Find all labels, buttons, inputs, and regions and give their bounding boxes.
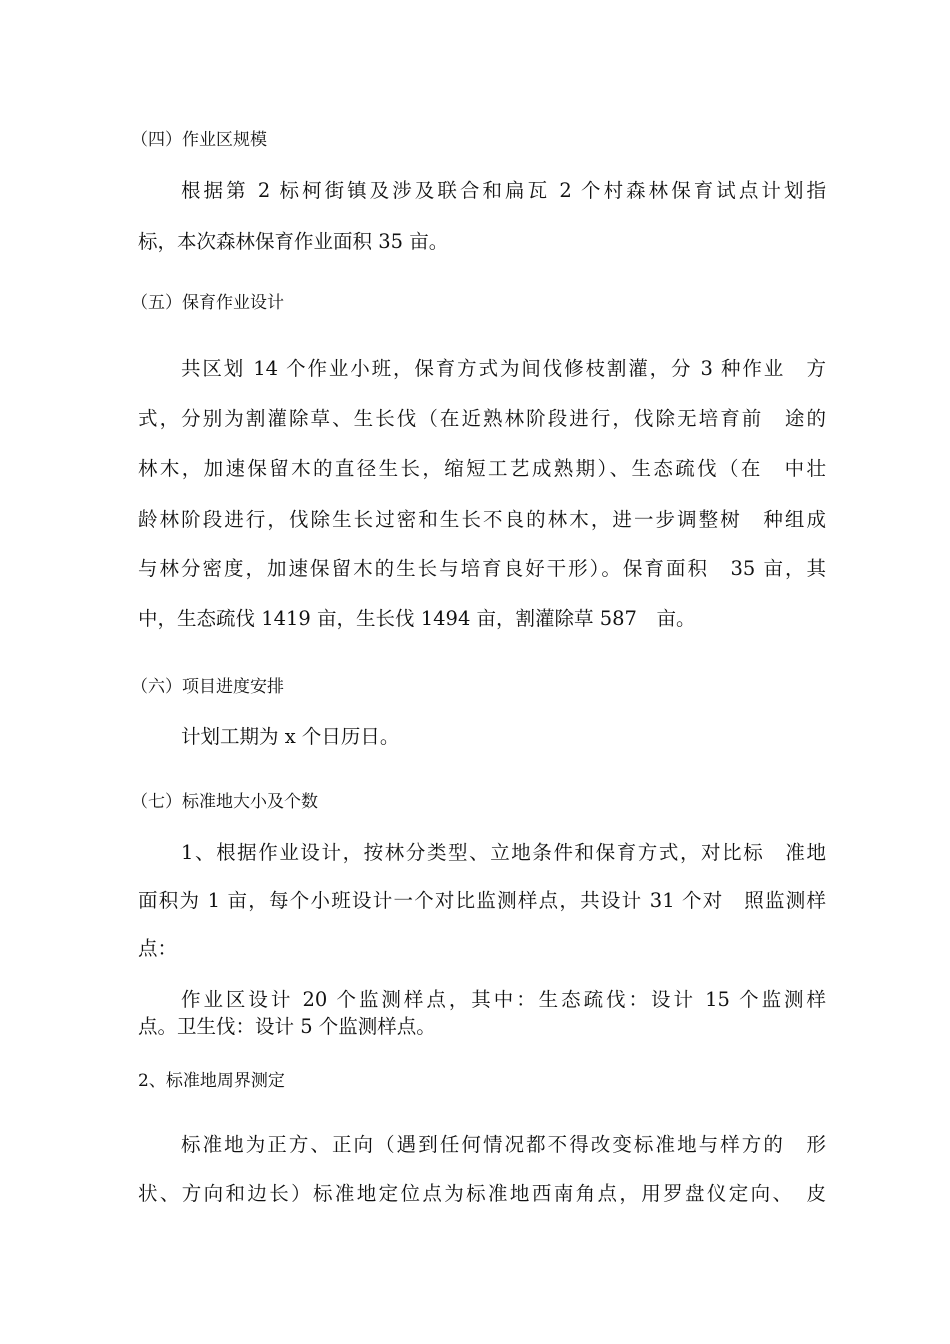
paragraph-line: 标，本次森林保育作业面积 35 亩。 (138, 230, 449, 253)
section-heading-8: 2、标准地周界测定 (138, 1071, 285, 1091)
paragraph-line: 中，生态疏伐 1419 亩，生长伐 1494 亩，割灌除草 587 亩。 (138, 607, 696, 630)
paragraph-line: 状、方向和边长）标准地定位点为标准地西南角点，用罗盘仪定向、 皮 (138, 1182, 826, 1205)
paragraph-line: 点： (138, 937, 178, 960)
section-heading-5: （五）保育作业设计 (131, 293, 284, 313)
paragraph-line: 计划工期为 x 个日历日。 (181, 725, 400, 748)
paragraph-line: 与林分密度，加速保留木的生长与培育良好干形）。保育面积 35 亩，其 (138, 557, 826, 580)
paragraph-line: 1、根据作业设计，按林分类型、立地条件和保育方式，对比标 准地 (181, 841, 826, 864)
paragraph-line: 式，分别为割灌除草、生长伐（在近熟林阶段进行，伐除无培育前 途的 (138, 407, 826, 430)
section-heading-6: （六）项目进度安排 (131, 677, 284, 697)
section-heading-4: （四）作业区规模 (131, 130, 267, 150)
paragraph-line: 标准地为正方、正向（遇到任何情况都不得改变标准地与样方的 形 (181, 1133, 826, 1156)
paragraph-line: 共区划 14 个作业小班，保育方式为间伐修枝割灌，分 3 种作业 方 (181, 357, 826, 380)
paragraph-line: 龄林阶段进行，伐除生长过密和生长不良的林木，进一步调整树 种组成 (138, 508, 826, 531)
paragraph-line: 作业区设计 20 个监测样点，其中：生态疏伐：设计 15 个监测样 (181, 988, 826, 1011)
paragraph-line: 点。卫生伐：设计 5 个监测样点。 (138, 1015, 436, 1038)
paragraph-line: 林木，加速保留木的直径生长，缩短工艺成熟期）、生态疏伐（在 中壮 (138, 457, 826, 480)
section-heading-7: （七）标准地大小及个数 (131, 792, 318, 812)
paragraph-line: 根据第 2 标柯街镇及涉及联合和扁瓦 2 个村森林保育试点计划指 (181, 179, 826, 202)
paragraph-line: 面积为 1 亩，每个小班设计一个对比监测样点，共设计 31 个对 照监测样 (138, 889, 826, 912)
